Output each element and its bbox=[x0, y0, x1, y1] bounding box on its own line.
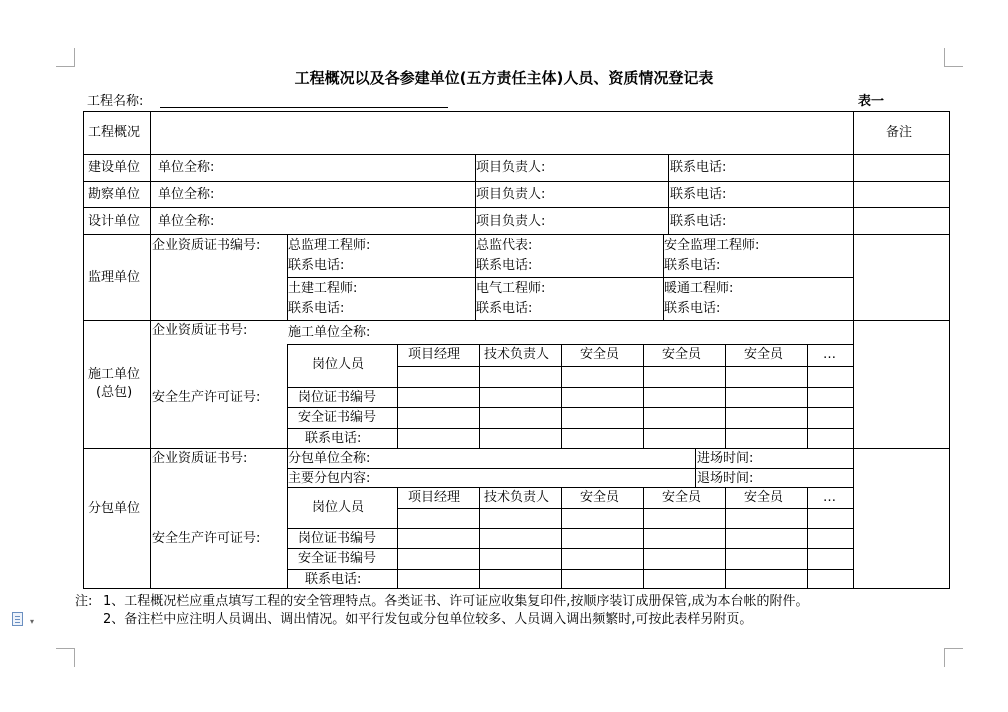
fb-safety-cert-row-label: 安全证书编号 bbox=[298, 551, 377, 566]
hvac-engineer-field[interactable]: 暖通工程师: bbox=[664, 281, 734, 296]
sg-col-tech-lead: 技术负责人 bbox=[484, 347, 550, 362]
project-name-underline[interactable] bbox=[160, 107, 448, 108]
kancha-leader-field[interactable]: 项目负责人: bbox=[476, 187, 546, 202]
electrical-engineer-field[interactable]: 电气工程师: bbox=[476, 281, 546, 296]
jianshe-phone-field[interactable]: 联系电话: bbox=[670, 160, 727, 175]
shigong-unit-sublabel: (总包) bbox=[96, 385, 133, 400]
fenbao-cert-no-field[interactable]: 企业资质证书号: bbox=[152, 451, 248, 466]
table-number: 表一 bbox=[858, 94, 885, 109]
sg-col-safety-1: 安全员 bbox=[580, 347, 620, 362]
page-corner-mark-top-left bbox=[56, 48, 75, 67]
sheji-full-name-field[interactable]: 单位全称: bbox=[158, 214, 215, 229]
page-corner-mark-bottom-right bbox=[944, 648, 963, 667]
chief-engineer-field[interactable]: 总监理工程师: bbox=[288, 238, 371, 253]
sg-safety-cert-row-label: 安全证书编号 bbox=[298, 410, 377, 425]
jianshe-unit-label: 建设单位 bbox=[88, 160, 141, 175]
jianshe-leader-field[interactable]: 项目负责人: bbox=[476, 160, 546, 175]
sg-col-more: … bbox=[823, 347, 836, 362]
jianli-unit-label: 监理单位 bbox=[88, 270, 141, 285]
sg-phone-row-label: 联系电话: bbox=[305, 431, 362, 446]
sg-col-pm: 项目经理 bbox=[408, 347, 461, 362]
notes-prefix: 注: bbox=[75, 594, 93, 609]
civil-engineer-field[interactable]: 土建工程师: bbox=[288, 281, 358, 296]
safety-engineer-field[interactable]: 安全监理工程师: bbox=[664, 238, 760, 253]
kancha-full-name-field[interactable]: 单位全称: bbox=[158, 187, 215, 202]
fenbao-entry-time-field[interactable]: 进场时间: bbox=[697, 451, 754, 466]
shigong-unit-label: 施工单位 bbox=[88, 367, 141, 382]
fenbao-full-name-field[interactable]: 分包单位全称: bbox=[288, 451, 371, 466]
sheji-leader-field[interactable]: 项目负责人: bbox=[476, 214, 546, 229]
page-corner-mark-top-right bbox=[944, 48, 963, 67]
fb-col-more: … bbox=[823, 490, 836, 505]
fenbao-exit-time-field[interactable]: 退场时间: bbox=[697, 471, 754, 486]
shigong-cert-no-field[interactable]: 企业资质证书号: bbox=[152, 323, 248, 338]
chief-rep-field[interactable]: 总监代表: bbox=[476, 238, 533, 253]
overview-label: 工程概况 bbox=[88, 125, 141, 140]
sheji-phone-field[interactable]: 联系电话: bbox=[670, 214, 727, 229]
sg-col-safety-2: 安全员 bbox=[662, 347, 702, 362]
fenbao-safety-permit-field[interactable]: 安全生产许可证号: bbox=[152, 531, 261, 546]
jianshe-full-name-field[interactable]: 单位全称: bbox=[158, 160, 215, 175]
jianli-cert-no-field[interactable]: 企业资质证书编号: bbox=[152, 238, 261, 253]
civil-engineer-phone-field[interactable]: 联系电话: bbox=[288, 301, 345, 316]
hvac-engineer-phone-field[interactable]: 联系电话: bbox=[664, 301, 721, 316]
fenbao-unit-label: 分包单位 bbox=[88, 501, 141, 516]
note-line-2: 2、备注栏中应注明人员调出、调出情况。如平行发包或分包单位较多、人员调入调出频繁时,可按此表样另附页。 bbox=[103, 612, 753, 627]
page-corner-mark-bottom-left bbox=[56, 648, 75, 667]
form-title: 工程概况以及各参建单位(五方责任主体)人员、资质情况登记表 bbox=[294, 69, 714, 87]
sheji-unit-label: 设计单位 bbox=[88, 214, 141, 229]
sg-col-safety-3: 安全员 bbox=[744, 347, 784, 362]
fb-col-safety-2: 安全员 bbox=[662, 490, 702, 505]
electrical-engineer-phone-field[interactable]: 联系电话: bbox=[476, 301, 533, 316]
fb-col-pm: 项目经理 bbox=[408, 490, 461, 505]
shigong-full-name-field[interactable]: 施工单位全称: bbox=[288, 325, 371, 340]
fb-col-tech-lead: 技术负责人 bbox=[484, 490, 550, 505]
chevron-down-icon[interactable]: ▾ bbox=[30, 617, 35, 626]
fenbao-content-field[interactable]: 主要分包内容: bbox=[288, 471, 371, 486]
sg-cert-no-row-label: 岗位证书编号 bbox=[298, 390, 377, 405]
chief-rep-phone-field[interactable]: 联系电话: bbox=[476, 258, 533, 273]
note-line-1: 1、工程概况栏应重点填写工程的安全管理特点。各类证书、许可证应收集复印件,按顺序装订成册保管,成为本台帐的附件。 bbox=[103, 594, 809, 609]
fb-cert-no-row-label: 岗位证书编号 bbox=[298, 531, 377, 546]
shigong-safety-permit-field[interactable]: 安全生产许可证号: bbox=[152, 390, 261, 405]
document-icon[interactable] bbox=[12, 612, 23, 626]
safety-engineer-phone-field[interactable]: 联系电话: bbox=[664, 258, 721, 273]
sg-post-staff-label: 岗位人员 bbox=[312, 357, 365, 372]
fb-post-staff-label: 岗位人员 bbox=[312, 500, 365, 515]
chief-engineer-phone-field[interactable]: 联系电话: bbox=[288, 258, 345, 273]
project-name-label: 工程名称: bbox=[87, 94, 144, 109]
kancha-unit-label: 勘察单位 bbox=[88, 187, 141, 202]
kancha-phone-field[interactable]: 联系电话: bbox=[670, 187, 727, 202]
fb-phone-row-label: 联系电话: bbox=[305, 572, 362, 587]
remark-label: 备注 bbox=[886, 125, 913, 140]
fb-col-safety-1: 安全员 bbox=[580, 490, 620, 505]
fb-col-safety-3: 安全员 bbox=[744, 490, 784, 505]
